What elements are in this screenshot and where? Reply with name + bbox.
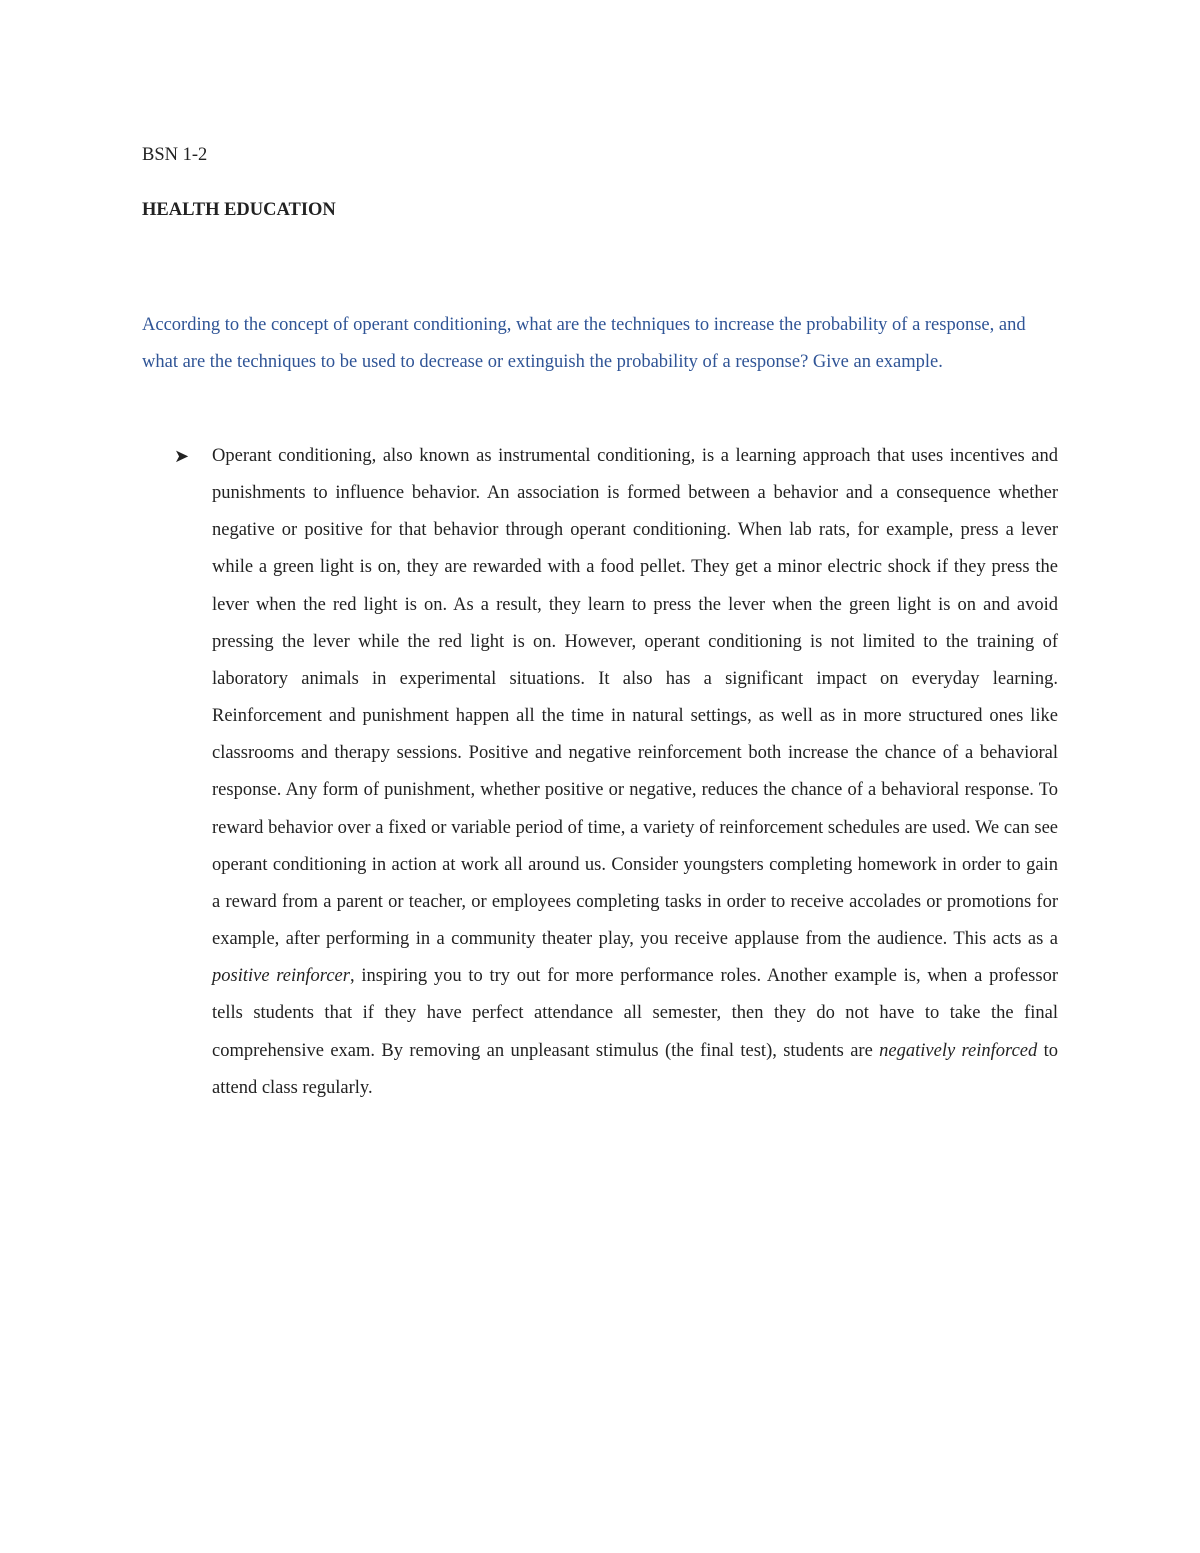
- negatively-reinforced-term: negatively reinforced: [879, 1040, 1038, 1061]
- class-code: BSN 1-2: [142, 145, 208, 165]
- answer-text-part3: to attend class regularly.: [212, 1040, 1059, 1098]
- answer-text-part2: , inspiring you to try out for more performance roles. Another example is, when a professor tells students that if they have perfect attendance all semester, then they do not have to take the final comprehensive exam. By removing an unpleasant stimulus (the final test), students are: [212, 966, 1058, 1061]
- question-text: According to the concept of operant conditioning, what are the techniques to increase the probability of a response, and what are the techniques to be used to decrease or extinguish the probability of a response? Give an example.: [142, 315, 1026, 373]
- answer-list-item: [142, 438, 1060, 1107]
- arrowhead-bullet-icon: ➤: [174, 446, 190, 466]
- answer-paragraph: [212, 438, 1058, 1107]
- positive-reinforcer-term: positive reinforcer: [212, 966, 350, 987]
- answer-text-part1: Operant conditioning, also known as instrumental conditioning, is a learning approach that uses incentives and punishments to influence behavior. An association is formed between a behavior and a consequence whether negative or positive for that behavior through operant conditioning. When lab rats, for example, press a lever while a green light is on, they are rewarded with a food pellet. They get a minor electric shock if they press the lever when the red light is on. As a result, they learn to press the lever when the green light is on and avoid pressing the lever while the red light is on. However, operant conditioning is not limited to the training of laboratory animals in experimental situations. It also has a significant impact on everyday learning. Reinforcement and punishment happen all the time in natural settings, as well as in more structured ones like classrooms and therapy sessions. Positive and negative reinforcement both increase the chance of a behavioral response. Any form of punishment, whether positive or negative, reduces the chance of a behavioral response. To reward behavior over a fixed or variable period of time, a variety of reinforcement schedules are used. We can see operant conditioning in action at work all around us. Consider youngsters completing homework in order to gain a reward from a parent or teacher, or employees completing tasks in order to receive accolades or promotions for example, after performing in a community theater play, you receive applause from the audience. This acts as a: [212, 446, 1058, 950]
- subject-heading: HEALTH EDUCATION: [142, 200, 336, 220]
